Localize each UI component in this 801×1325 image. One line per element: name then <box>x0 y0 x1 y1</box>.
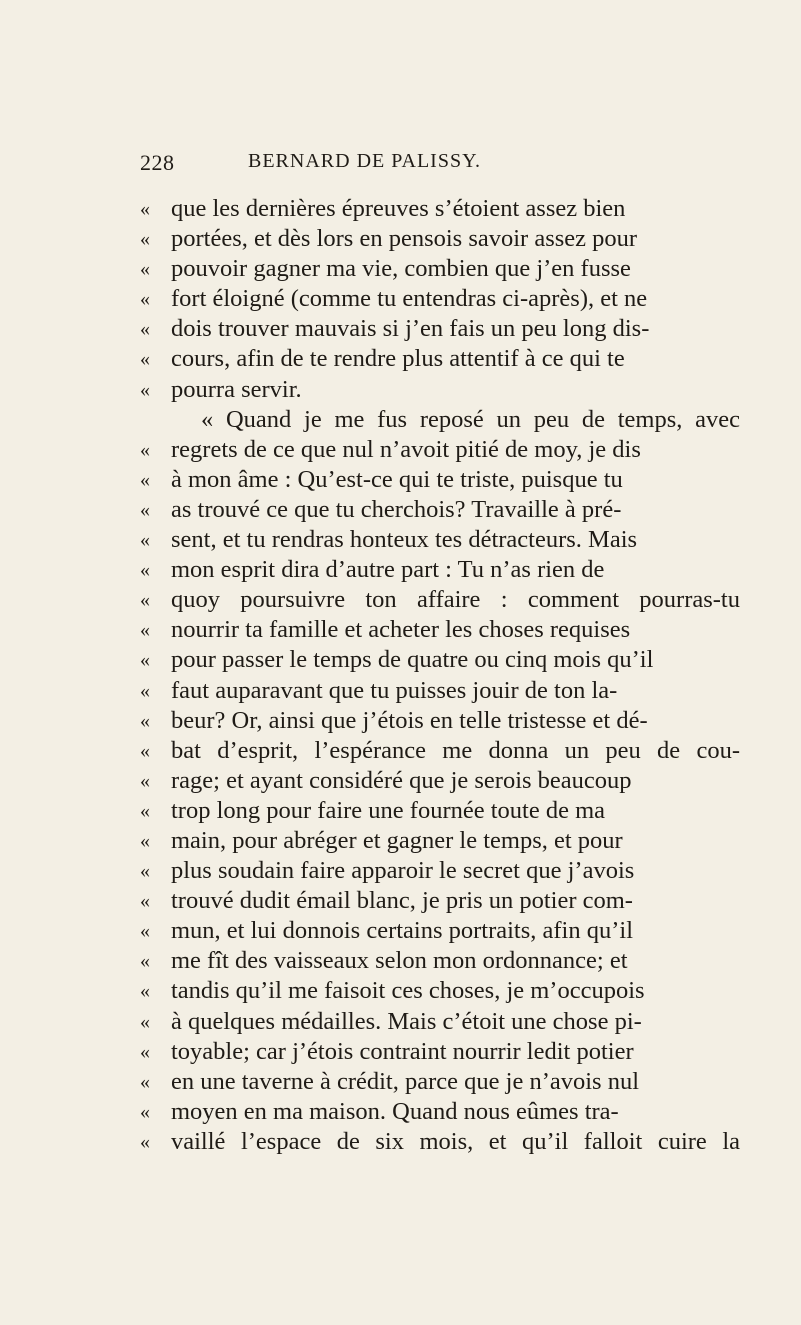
text-line <box>140 676 740 706</box>
quote-mark: « <box>140 1130 150 1153</box>
body-text <box>140 194 740 1157</box>
quote-mark: « <box>140 890 150 913</box>
line-text: à quelques médailles. Mais c’étoit une chose pi- <box>171 1007 642 1035</box>
line-text: bat d’esprit, l’espérance me donna un peu de cou- <box>171 736 740 764</box>
text-line <box>140 495 740 525</box>
running-title: BERNARD DE PALISSY. <box>248 150 481 172</box>
quote-mark: « <box>140 498 150 521</box>
quote-mark: « <box>140 438 150 461</box>
line-text: en une taverne à crédit, parce que je n’avois nul <box>171 1067 640 1095</box>
line-text: me fît des vaisseaux selon mon ordonnance; et <box>171 947 628 975</box>
quote-mark: « <box>140 709 150 732</box>
text-line <box>140 375 740 405</box>
quote-mark: « <box>140 288 150 311</box>
line-text: regrets de ce que nul n’avoit pitié de moy, je dis <box>171 435 641 463</box>
line-text: quoy poursuivre ton affaire : comment pourras-tu <box>171 586 740 614</box>
line-text: dois trouver mauvais si j’en fais un peu long dis- <box>171 315 650 343</box>
line-text: « Quand je me fus reposé un peu de temps, avec <box>201 405 740 433</box>
quote-mark: « <box>140 920 150 943</box>
text-line <box>140 555 740 585</box>
text-line <box>140 314 740 344</box>
text-line <box>140 525 740 555</box>
text-line <box>140 766 740 796</box>
line-text: plus soudain faire apparoir le secret que j’avois <box>171 857 635 885</box>
line-text: mun, et lui donnois certains portraits, afin qu’il <box>171 917 634 945</box>
text-line <box>140 405 740 435</box>
text-line <box>140 435 740 465</box>
text-line <box>140 465 740 495</box>
quote-mark: « <box>140 258 150 281</box>
quote-mark: « <box>140 1070 150 1093</box>
quote-mark: « <box>140 829 150 852</box>
text-line <box>140 254 740 284</box>
text-line <box>140 224 740 254</box>
line-text: toyable; car j’étois contraint nourrir ledit potier <box>171 1037 634 1065</box>
line-text: vaillé l’espace de six mois, et qu’il falloit cuire la <box>171 1127 740 1155</box>
quote-mark: « <box>140 198 150 220</box>
quote-mark: « <box>140 1010 150 1033</box>
line-text: fort éloigné (comme tu entendras ci-après), et ne <box>171 285 648 313</box>
quote-mark: « <box>140 649 150 672</box>
line-text: rage; et ayant considéré que je serois beaucoup <box>171 766 632 794</box>
text-line <box>140 284 740 314</box>
line-text: trouvé dudit émail blanc, je pris un potier com- <box>171 887 633 915</box>
text-line <box>140 344 740 374</box>
line-text: tandis qu’il me faisoit ces choses, je m’occupois <box>171 977 645 1005</box>
quote-mark: « <box>140 950 150 973</box>
quote-mark: « <box>140 860 150 883</box>
text-line <box>140 976 740 1006</box>
page-header <box>140 150 730 180</box>
line-text: pouvoir gagner ma vie, combien que j’en fusse <box>171 255 631 283</box>
quote-mark: « <box>140 679 150 702</box>
quote-mark: « <box>140 378 150 401</box>
line-text: que les dernières épreuves s’étoient assez bien <box>171 195 626 222</box>
text-line <box>140 1037 740 1067</box>
text-line <box>140 886 740 916</box>
text-line <box>140 796 740 826</box>
page-number: 228 <box>140 150 175 175</box>
text-line <box>140 194 740 224</box>
line-text: beur? Or, ainsi que j’étois en telle tristesse et dé- <box>171 706 648 734</box>
text-line <box>140 826 740 856</box>
line-text: nourrir ta famille et acheter les choses requises <box>171 616 631 644</box>
line-text: pourra servir. <box>171 375 302 403</box>
line-text: as trouvé ce que tu cherchois? Travaille à pré- <box>171 495 622 523</box>
quote-mark: « <box>140 589 150 612</box>
text-line <box>140 1127 740 1157</box>
line-text: mon esprit dira d’autre part : Tu n’as rien de <box>171 556 605 584</box>
text-line <box>140 946 740 976</box>
text-line <box>140 706 740 736</box>
line-text: main, pour abréger et gagner le temps, et pour <box>171 826 623 854</box>
line-text: pour passer le temps de quatre ou cinq mois qu’il <box>171 646 654 674</box>
text-line <box>140 736 740 766</box>
text-line <box>140 1007 740 1037</box>
quote-mark: « <box>140 559 150 582</box>
quote-mark: « <box>140 348 150 371</box>
text-line <box>140 1097 740 1127</box>
line-text: à mon âme : Qu’est-ce qui te triste, puisque tu <box>171 465 623 493</box>
quote-mark: « <box>140 1040 150 1063</box>
quote-mark: « <box>140 318 150 341</box>
text-line <box>140 615 740 645</box>
text-line <box>140 585 740 615</box>
quote-mark: « <box>140 468 150 491</box>
quote-mark: « <box>140 619 150 642</box>
quote-mark: « <box>140 228 150 251</box>
quote-mark: « <box>140 769 150 792</box>
line-text: faut auparavant que tu puisses jouir de ton la- <box>171 676 618 704</box>
quote-mark: « <box>140 529 150 552</box>
line-text: moyen en ma maison. Quand nous eûmes tra- <box>171 1097 619 1125</box>
line-text: portées, et dès lors en pensois savoir assez pour <box>171 225 638 253</box>
text-line <box>140 645 740 675</box>
quote-mark: « <box>140 1100 150 1123</box>
text-line <box>140 1067 740 1097</box>
line-text: cours, afin de te rendre plus attentif à ce qui te <box>171 345 625 373</box>
text-line <box>140 916 740 946</box>
quote-mark: « <box>140 739 150 762</box>
text-line <box>140 856 740 886</box>
line-text: trop long pour faire une fournée toute de ma <box>171 796 606 824</box>
quote-mark: « <box>140 980 150 1003</box>
quote-mark: « <box>140 799 150 822</box>
line-text: sent, et tu rendras honteux tes détracteurs. Mais <box>171 526 638 554</box>
